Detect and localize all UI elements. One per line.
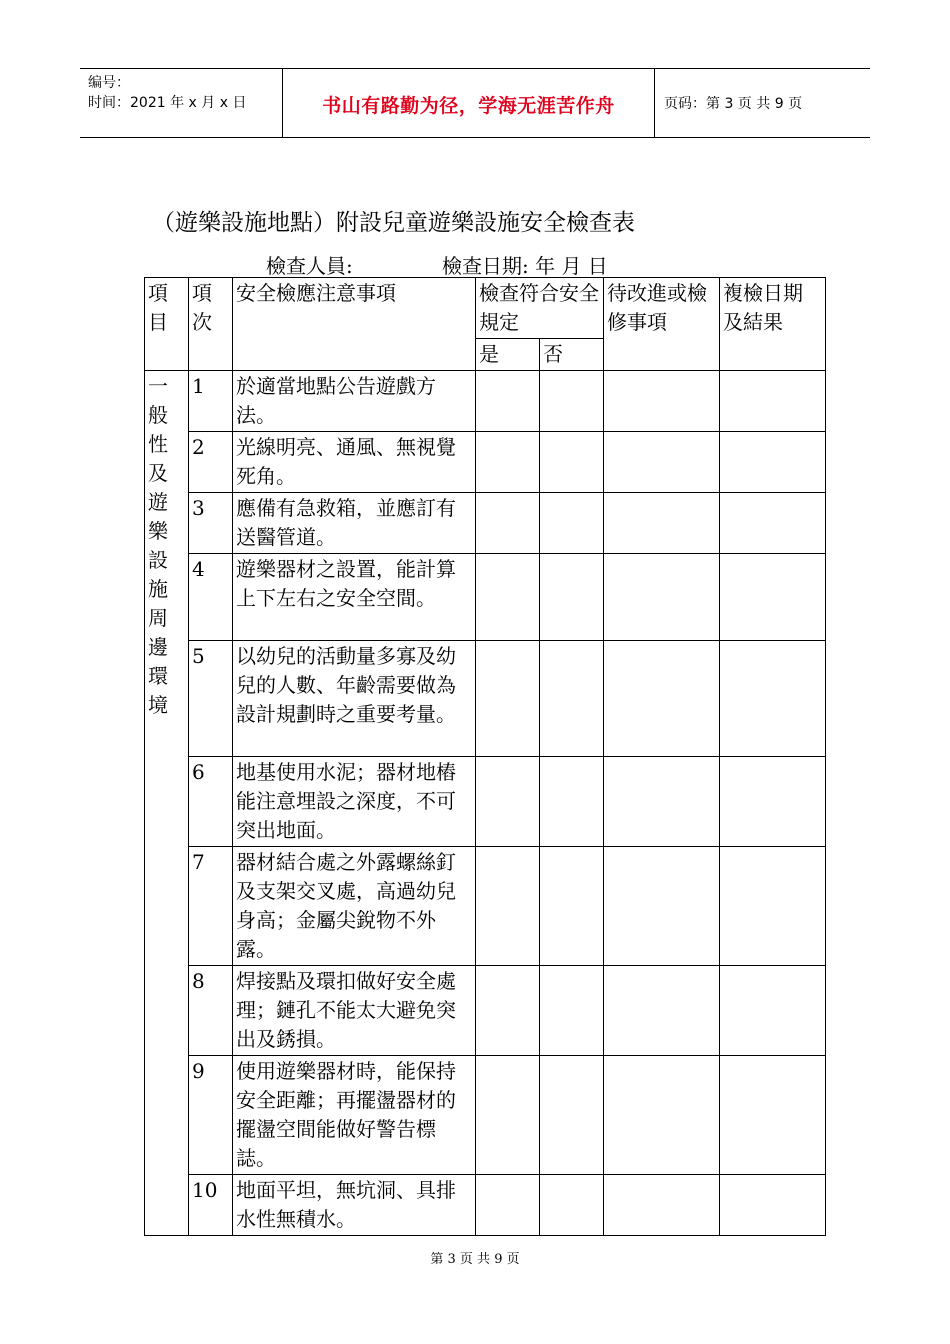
document-header (80, 68, 870, 138)
improve-cell[interactable] (604, 1175, 720, 1236)
table-row (145, 493, 826, 554)
yes-cell[interactable] (476, 1056, 540, 1175)
table-row (145, 1175, 826, 1236)
yes-cell[interactable] (476, 1175, 540, 1236)
no-cell[interactable] (540, 757, 604, 847)
no-cell[interactable] (540, 966, 604, 1056)
table-row (145, 847, 826, 966)
item-number: 6 (189, 757, 233, 847)
header-compliance: 檢查符合安全規定 (476, 278, 604, 339)
recheck-cell[interactable] (720, 641, 826, 757)
yes-cell[interactable] (476, 641, 540, 757)
recheck-cell[interactable] (720, 847, 826, 966)
improve-cell[interactable] (604, 554, 720, 641)
item-text: 器材結合處之外露螺絲釘及支架交叉處，高過幼兒身高；金屬尖銳物不外露。 (233, 847, 476, 966)
recheck-cell[interactable] (720, 493, 826, 554)
page-title: （遊樂設施地點）附設兒童遊樂設施安全檢查表 (152, 210, 635, 236)
yes-cell[interactable] (476, 757, 540, 847)
improve-cell[interactable] (604, 641, 720, 757)
item-text: 地面平坦，無坑洞、具排水性無積水。 (233, 1175, 476, 1236)
header-recheck: 複檢日期及結果 (720, 278, 826, 371)
page-footer: 第 3 页 共 9 页 (430, 1252, 520, 1267)
recheck-cell[interactable] (720, 757, 826, 847)
header-page-info: 页码：第 3 页 共 9 页 (664, 96, 803, 112)
time-label: 时间：2021 年 x 月 x 日 (88, 95, 247, 111)
no-cell[interactable] (540, 1175, 604, 1236)
table-row (145, 432, 826, 493)
no-cell[interactable] (540, 371, 604, 432)
table-row (145, 966, 826, 1056)
no-cell[interactable] (540, 432, 604, 493)
item-text: 光線明亮、通風、無視覺死角。 (233, 432, 476, 493)
improve-cell[interactable] (604, 1056, 720, 1175)
recheck-cell[interactable] (720, 432, 826, 493)
table-row (145, 554, 826, 641)
header-divider (654, 69, 655, 137)
item-number: 4 (189, 554, 233, 641)
item-number: 7 (189, 847, 233, 966)
header-no: 否 (540, 339, 604, 371)
item-text: 以幼兒的活動量多寡及幼兒的人數、年齡需要做為設計規劃時之重要考量。 (233, 641, 476, 757)
item-number: 9 (189, 1056, 233, 1175)
recheck-cell[interactable] (720, 1175, 826, 1236)
inspection-date-label: 檢查日期: 年 月 日 (442, 254, 608, 278)
table-row (145, 641, 826, 757)
recheck-cell[interactable] (720, 554, 826, 641)
no-cell[interactable] (540, 641, 604, 757)
item-number: 5 (189, 641, 233, 757)
table-row (145, 371, 826, 432)
item-text: 使用遊樂器材時，能保持安全距離；再擺盪器材的擺盪空間能做好警告標誌。 (233, 1056, 476, 1175)
item-number: 10 (189, 1175, 233, 1236)
no-cell[interactable] (540, 554, 604, 641)
item-number: 2 (189, 432, 233, 493)
yes-cell[interactable] (476, 554, 540, 641)
item-text: 遊樂器材之設置，能計算上下左右之安全空間。 (233, 554, 476, 641)
improve-cell[interactable] (604, 432, 720, 493)
table-row (145, 1056, 826, 1175)
yes-cell[interactable] (476, 966, 540, 1056)
code-label: 编号： (88, 75, 130, 91)
recheck-cell[interactable] (720, 966, 826, 1056)
inspector-label: 檢查人員: (266, 254, 353, 278)
recheck-cell[interactable] (720, 371, 826, 432)
item-text: 焊接點及環扣做好安全處理；鏈孔不能太大避免突出及銹損。 (233, 966, 476, 1056)
header-improve: 待改進或檢修事項 (604, 278, 720, 371)
item-number: 1 (189, 371, 233, 432)
yes-cell[interactable] (476, 493, 540, 554)
yes-cell[interactable] (476, 371, 540, 432)
item-number: 3 (189, 493, 233, 554)
yes-cell[interactable] (476, 847, 540, 966)
header-category: 項目 (145, 278, 189, 371)
no-cell[interactable] (540, 847, 604, 966)
table-row (145, 757, 826, 847)
improve-cell[interactable] (604, 966, 720, 1056)
header-meta (88, 73, 278, 113)
header-number: 項次 (189, 278, 233, 371)
improve-cell[interactable] (604, 847, 720, 966)
no-cell[interactable] (540, 493, 604, 554)
no-cell[interactable] (540, 1056, 604, 1175)
header-item: 安全檢應注意事項 (233, 278, 476, 371)
yes-cell[interactable] (476, 432, 540, 493)
item-number: 8 (189, 966, 233, 1056)
improve-cell[interactable] (604, 757, 720, 847)
category-cell: 一般性及遊樂設施周邊環境 (145, 371, 189, 1236)
recheck-cell[interactable] (720, 1056, 826, 1175)
improve-cell[interactable] (604, 371, 720, 432)
item-text: 應備有急救箱，並應訂有送醫管道。 (233, 493, 476, 554)
header-yes: 是 (476, 339, 540, 371)
item-text: 於適當地點公告遊戲方法。 (233, 371, 476, 432)
item-text: 地基使用水泥；器材地樁能注意埋設之深度，不可突出地面。 (233, 757, 476, 847)
safety-checklist-table (144, 277, 826, 1236)
header-motto: 书山有路勤为径，学海无涯苦作舟 (322, 95, 615, 117)
improve-cell[interactable] (604, 493, 720, 554)
